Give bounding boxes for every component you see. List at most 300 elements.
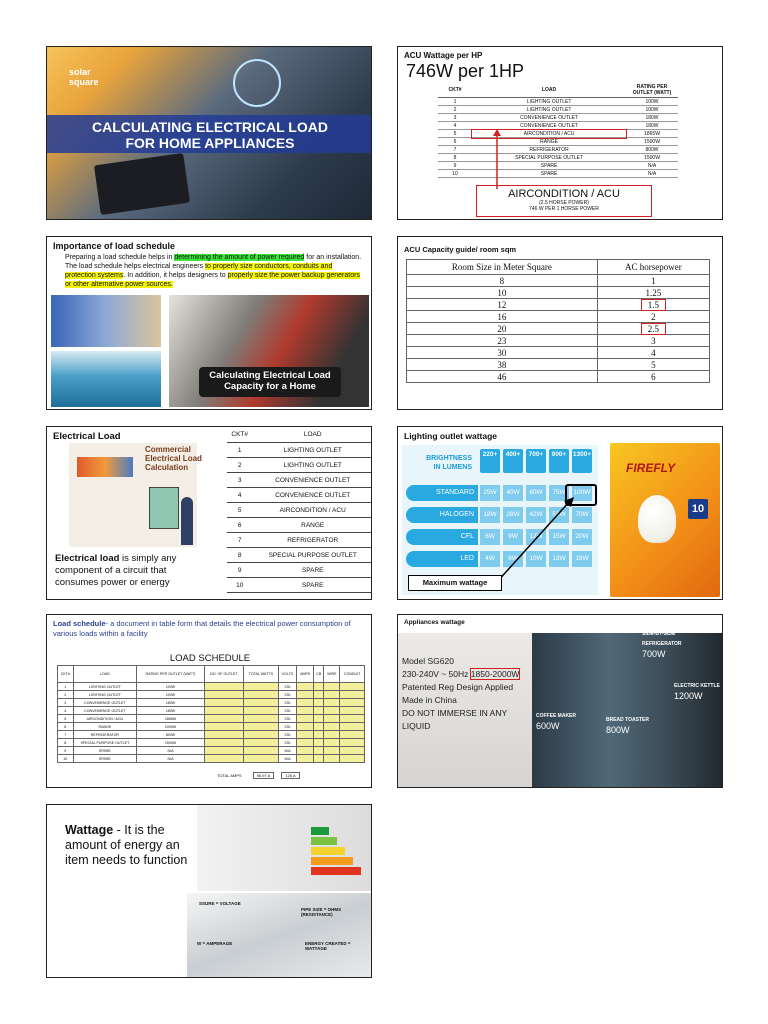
title-text: - a document in table form that details the electrical power consumption of various loads within a facility bbox=[53, 619, 351, 638]
table-cell bbox=[204, 707, 243, 715]
table-row bbox=[227, 563, 372, 578]
column-header: CB bbox=[314, 666, 324, 683]
total-amps: 96.97 A bbox=[253, 772, 275, 779]
table-cell: 38 bbox=[407, 359, 598, 371]
column-header: LOAD bbox=[73, 666, 137, 683]
table-row bbox=[438, 130, 678, 138]
table-cell bbox=[340, 683, 365, 691]
col-ckt: CKT# bbox=[438, 83, 472, 98]
table-row bbox=[438, 146, 678, 154]
wattage-value: 10W bbox=[526, 551, 546, 567]
energy-bars bbox=[311, 827, 361, 875]
column-header: NO. OF OUTLET bbox=[204, 666, 243, 683]
table-row bbox=[438, 162, 678, 170]
table-cell: 5 bbox=[227, 503, 252, 518]
table-cell: CONVENIENCE OUTLET bbox=[73, 699, 137, 707]
table-cell bbox=[243, 683, 278, 691]
column-header: TOTAL WATTS bbox=[243, 666, 278, 683]
table-cell bbox=[314, 715, 324, 723]
slide-acu-capacity bbox=[397, 236, 723, 410]
table-cell bbox=[297, 715, 314, 723]
slide-load-schedule bbox=[46, 614, 372, 788]
bulb-icon bbox=[233, 59, 281, 107]
table-row bbox=[58, 691, 365, 699]
table-cell: 5 bbox=[58, 715, 74, 723]
wattage-value: 4W bbox=[480, 551, 500, 567]
table-cell: 1500W bbox=[626, 154, 678, 162]
slide-title: Importance of load schedule bbox=[53, 241, 176, 251]
wattage-value: 60W bbox=[526, 485, 546, 501]
circuit-table bbox=[227, 427, 372, 593]
caption-box: Calculating Electrical Load Capacity for a Home bbox=[199, 367, 341, 397]
wattage-value: 9W bbox=[503, 529, 523, 545]
table-cell: 4 bbox=[597, 347, 709, 359]
table-row bbox=[58, 707, 365, 715]
slide-heading-line1: CALCULATING ELECTRICAL LOAD bbox=[92, 119, 328, 135]
table-cell bbox=[204, 691, 243, 699]
table-cell: 1865W bbox=[137, 715, 205, 723]
table-cell bbox=[324, 731, 340, 739]
table-cell bbox=[314, 699, 324, 707]
table-cell bbox=[597, 323, 709, 335]
table-cell bbox=[243, 707, 278, 715]
table-cell: 2 bbox=[597, 311, 709, 323]
wattage-value: 18W bbox=[572, 551, 592, 567]
table-row bbox=[227, 533, 372, 548]
table-cell bbox=[297, 707, 314, 715]
table-cell: 1 bbox=[438, 98, 472, 106]
lumen-badge: 220+ bbox=[480, 449, 500, 473]
table-cell: SPECIAL PURPOSE OUTLET bbox=[472, 154, 626, 162]
table-cell: AIRCONDITION / ACU bbox=[73, 715, 137, 723]
wattage-value: 28W bbox=[503, 507, 523, 523]
table-row bbox=[227, 488, 372, 503]
slide-heading-line2: FOR HOME APPLIANCES bbox=[125, 135, 295, 151]
table-cell: 100W bbox=[626, 106, 678, 114]
table-cell: N/A bbox=[626, 170, 678, 178]
table-cell: RANGE bbox=[252, 518, 372, 533]
table-cell bbox=[243, 715, 278, 723]
table-cell: 800W bbox=[137, 731, 205, 739]
slide-title: ACU Wattage per HP bbox=[404, 51, 483, 60]
table-cell: LIGHTING OUTLET bbox=[472, 98, 626, 106]
table-cell: N/A bbox=[278, 755, 297, 763]
big-heading: 746W per 1HP bbox=[406, 61, 525, 81]
table-row bbox=[407, 347, 710, 359]
table-row bbox=[407, 275, 710, 287]
label-line: DO NOT IMMERSE IN ANY LIQUID bbox=[402, 708, 508, 731]
label-line: 230-240V ~ 50Hz 1850-2000W bbox=[402, 669, 520, 679]
table-cell: SPARE bbox=[252, 563, 372, 578]
table-cell: LIGHTING OUTLET bbox=[252, 458, 372, 473]
wattage-value: 13W bbox=[549, 551, 569, 567]
table-cell bbox=[314, 731, 324, 739]
table-cell: SPARE bbox=[472, 170, 626, 178]
table-cell bbox=[340, 715, 365, 723]
table-cell: 9 bbox=[58, 747, 74, 755]
table-cell: 800W bbox=[626, 146, 678, 154]
table-cell: CONVENIENCE OUTLET bbox=[472, 114, 626, 122]
table-cell: 100W bbox=[626, 98, 678, 106]
table-cell bbox=[204, 715, 243, 723]
table-cell: LIGHTING OUTLET bbox=[472, 106, 626, 114]
column-header: VOLTS bbox=[278, 666, 297, 683]
wattage-term: Wattage bbox=[65, 823, 114, 837]
table-cell: N/A bbox=[278, 747, 297, 755]
table-cell: 230 bbox=[278, 731, 297, 739]
table-cell: 2 bbox=[438, 106, 472, 114]
table-cell: 230 bbox=[278, 723, 297, 731]
electrician-image bbox=[51, 295, 161, 347]
table-row bbox=[58, 747, 365, 755]
table-cell bbox=[324, 699, 340, 707]
table-row bbox=[58, 715, 365, 723]
table-cell bbox=[324, 683, 340, 691]
bulb-image bbox=[638, 495, 676, 543]
label-text bbox=[402, 655, 530, 733]
lumen-badge: 1300+ bbox=[572, 449, 592, 473]
table-cell: 1 bbox=[227, 443, 252, 458]
table-cell: 6 bbox=[227, 518, 252, 533]
table-cell bbox=[340, 747, 365, 755]
table-row bbox=[58, 739, 365, 747]
table-row bbox=[438, 114, 678, 122]
appliance-wattage: 800W bbox=[606, 725, 630, 735]
table-cell: 10 bbox=[438, 170, 472, 178]
table-cell bbox=[243, 699, 278, 707]
table-cell: 1 bbox=[58, 683, 74, 691]
table-cell bbox=[243, 691, 278, 699]
table-row bbox=[227, 443, 372, 458]
table-cell: 8 bbox=[58, 739, 74, 747]
bulb-type-label: STANDARD bbox=[406, 485, 478, 501]
table-cell: 7 bbox=[438, 146, 472, 154]
table-row bbox=[58, 731, 365, 739]
table-cell: SPARE bbox=[252, 578, 372, 593]
highlight-text: determining the amount of power required bbox=[174, 254, 305, 261]
table-cell: 5 bbox=[597, 359, 709, 371]
total-cb: 125 A bbox=[281, 772, 299, 779]
wattage-value: 18W bbox=[480, 507, 500, 523]
table-cell bbox=[314, 739, 324, 747]
wattage-value: 40W bbox=[503, 485, 523, 501]
table-cell: LIGHTING OUTLET bbox=[252, 443, 372, 458]
table-cell: N/A bbox=[137, 755, 205, 763]
table-cell bbox=[324, 747, 340, 755]
para-text: Preparing a load schedule helps in bbox=[65, 254, 175, 261]
column-header: WIRE bbox=[324, 666, 340, 683]
generator-image bbox=[51, 351, 161, 407]
lumen-badge: 400+ bbox=[503, 449, 523, 473]
table-cell: 1.25 bbox=[597, 287, 709, 299]
watt-range: 1850-2000W bbox=[470, 669, 520, 679]
table-cell: CONVENIENCE OUTLET bbox=[472, 122, 626, 130]
wattage-value: 6W bbox=[480, 529, 500, 545]
bulb-type-label: LED bbox=[406, 551, 478, 567]
solar-square-logo: solar square bbox=[69, 67, 99, 87]
table-cell bbox=[314, 691, 324, 699]
highlighted-value: 2.5 bbox=[642, 324, 665, 334]
table-cell: 12 bbox=[407, 299, 598, 311]
highlighted-value: 1.5 bbox=[642, 300, 665, 310]
table-cell: 180W bbox=[137, 707, 205, 715]
wattage-definition bbox=[65, 823, 195, 868]
table-cell bbox=[297, 691, 314, 699]
table-cell bbox=[204, 739, 243, 747]
load-table bbox=[438, 83, 678, 178]
table-cell: 100W bbox=[137, 683, 205, 691]
bulb-type-label: HALOGEN bbox=[406, 507, 478, 523]
label-line: Patented Reg Design Applied bbox=[402, 682, 514, 692]
table-cell: 1000W bbox=[137, 723, 205, 731]
col-ckt: CKT# bbox=[227, 427, 252, 443]
table-cell: 20 bbox=[407, 323, 598, 335]
bulb-type-label: CFL bbox=[406, 529, 478, 545]
load-definition bbox=[55, 553, 205, 589]
table-row bbox=[407, 323, 710, 335]
table-cell: 7 bbox=[58, 731, 74, 739]
appliance-label bbox=[642, 629, 712, 659]
table-cell bbox=[324, 723, 340, 731]
highlight-text: to properly size conductors, conduits and protection systems bbox=[65, 263, 333, 279]
table-cell bbox=[340, 691, 365, 699]
title-term: Load schedule bbox=[53, 619, 106, 628]
table-row bbox=[438, 138, 678, 146]
table-row bbox=[227, 548, 372, 563]
table-cell bbox=[324, 707, 340, 715]
lumen-badge: 700+ bbox=[526, 449, 546, 473]
table-cell: N/A bbox=[137, 747, 205, 755]
table-cell: 230 bbox=[278, 739, 297, 747]
lumen-badge: 900+ bbox=[549, 449, 569, 473]
slide-acu-wattage bbox=[397, 46, 723, 220]
table-cell: 46 bbox=[407, 371, 598, 383]
table-cell bbox=[297, 699, 314, 707]
table-cell: REFRIGERATOR bbox=[472, 146, 626, 154]
table-cell: LIGHTING OUTLET bbox=[73, 683, 137, 691]
table-cell: CONVENIENCE OUTLET bbox=[73, 707, 137, 715]
table-cell: SPECIAL PURPOSE OUTLET bbox=[73, 739, 137, 747]
table-cell: 2 bbox=[58, 691, 74, 699]
table-cell bbox=[314, 723, 324, 731]
table-cell: 9 bbox=[227, 563, 252, 578]
table-cell bbox=[243, 723, 278, 731]
table-row bbox=[227, 458, 372, 473]
callout-title: AIRCONDITION / ACU bbox=[508, 188, 620, 200]
table-cell: SPARE bbox=[472, 162, 626, 170]
table-cell: 230 bbox=[278, 715, 297, 723]
appliance-label bbox=[606, 715, 676, 735]
table-cell: SPARE bbox=[73, 747, 137, 755]
callout-line2: 746 W PER 1 HORSE POWER bbox=[529, 206, 599, 212]
col-room-size: Room Size in Meter Square bbox=[407, 260, 598, 275]
table-cell bbox=[314, 683, 324, 691]
table-cell: AIRCONDITION / ACU bbox=[472, 130, 626, 138]
table-cell bbox=[297, 731, 314, 739]
appliance-wattage: 700W bbox=[642, 649, 666, 659]
table-cell: 3 bbox=[58, 699, 74, 707]
table-cell: REFRIGERATOR bbox=[252, 533, 372, 548]
table-cell bbox=[340, 707, 365, 715]
table-cell: 1500W bbox=[137, 739, 205, 747]
table-cell bbox=[297, 739, 314, 747]
appliance-name: SIDE-BY-SIDE REFRIGERATOR bbox=[642, 631, 682, 647]
wattage-value: 75W bbox=[549, 485, 569, 501]
column-header: CONDUIT bbox=[340, 666, 365, 683]
table-cell: 7 bbox=[227, 533, 252, 548]
table-cell: N/A bbox=[626, 162, 678, 170]
table-cell: 10 bbox=[407, 287, 598, 299]
wattage-value: 20W bbox=[572, 529, 592, 545]
wattage-value: 6W bbox=[503, 551, 523, 567]
col-horsepower: AC horsepower bbox=[597, 260, 709, 275]
table-cell bbox=[324, 739, 340, 747]
table-cell bbox=[340, 731, 365, 739]
appliance-name: BREAD TOASTER bbox=[606, 717, 649, 723]
column-header: CKT# bbox=[58, 666, 74, 683]
table-cell: 180W bbox=[626, 122, 678, 130]
table-row bbox=[227, 473, 372, 488]
para-text: for an installation. The load schedule helps electrical engineers bbox=[65, 254, 362, 270]
table-cell bbox=[340, 699, 365, 707]
slide-title: Lighting outlet wattage bbox=[404, 431, 498, 441]
wattage-value: 53W bbox=[549, 507, 569, 523]
table-cell bbox=[204, 755, 243, 763]
watt-badge: 10 bbox=[688, 499, 708, 519]
table-cell: LIGHTING OUTLET bbox=[73, 691, 137, 699]
table-row bbox=[407, 371, 710, 383]
pipe-label-pressure: SSURE = VOLTAGE bbox=[199, 901, 241, 906]
table-cell bbox=[297, 755, 314, 763]
table-cell bbox=[204, 747, 243, 755]
appliance-name: ELECTRIC KETTLE bbox=[674, 683, 720, 689]
table-cell: 16 bbox=[407, 311, 598, 323]
table-cell: CONVENIENCE OUTLET bbox=[252, 473, 372, 488]
total-label: TOTAL AMPS bbox=[217, 773, 242, 778]
table-row bbox=[407, 359, 710, 371]
table-cell: 230 bbox=[278, 699, 297, 707]
slide-electrical-load bbox=[46, 426, 372, 600]
table-cell: RANGE bbox=[73, 723, 137, 731]
table-row bbox=[438, 170, 678, 178]
table-cell: SPECIAL PURPOSE OUTLET bbox=[252, 548, 372, 563]
table-cell: 1 bbox=[597, 275, 709, 287]
label-line: Made in China bbox=[402, 695, 457, 705]
table-cell bbox=[597, 299, 709, 311]
table-row bbox=[407, 287, 710, 299]
label-line: Model SG620 bbox=[402, 656, 454, 666]
slide-title: Appliances wattage bbox=[404, 619, 465, 626]
table-row bbox=[438, 154, 678, 162]
table-cell bbox=[314, 747, 324, 755]
table-cell: 30 bbox=[407, 347, 598, 359]
slide-title: ACU Capacity guide/ room sqm bbox=[404, 245, 517, 254]
table-cell: 8 bbox=[407, 275, 598, 287]
appliance-wattage: 600W bbox=[536, 721, 560, 731]
table-cell bbox=[204, 683, 243, 691]
table-row bbox=[58, 699, 365, 707]
firefly-logo: FIREFLY bbox=[626, 461, 676, 475]
table-cell: 9 bbox=[438, 162, 472, 170]
wattage-text: - It is the amount of energy an item needs to function bbox=[65, 823, 188, 867]
total-row bbox=[217, 773, 300, 778]
table-cell bbox=[340, 723, 365, 731]
table-cell: 180W bbox=[626, 114, 678, 122]
slide-importance bbox=[46, 236, 372, 410]
table-cell: 3 bbox=[438, 114, 472, 122]
table-row bbox=[438, 106, 678, 114]
appliance-wattage: 1200W bbox=[674, 691, 703, 701]
callout-line1: (2.5 HORSE POWER) bbox=[539, 200, 589, 206]
table-cell: CONVENIENCE OUTLET bbox=[252, 488, 372, 503]
table-cell: 1865W bbox=[626, 130, 678, 138]
max-wattage-callout: Maximum wattage bbox=[408, 575, 502, 591]
table-cell: 230 bbox=[278, 707, 297, 715]
column-header: AMPS bbox=[297, 666, 314, 683]
slide-calculating-load bbox=[46, 46, 372, 220]
wattage-value: 100W bbox=[572, 485, 592, 501]
capacity-table bbox=[406, 259, 710, 383]
table-cell bbox=[324, 715, 340, 723]
table-cell bbox=[243, 747, 278, 755]
person-icon bbox=[181, 497, 193, 545]
calculator-icon bbox=[149, 487, 179, 529]
table-cell: 4 bbox=[438, 122, 472, 130]
slide-wattage bbox=[46, 804, 372, 978]
table-cell: 2 bbox=[227, 458, 252, 473]
table-cell bbox=[243, 731, 278, 739]
table-cell: 10 bbox=[58, 755, 74, 763]
wattage-value: 42W bbox=[526, 507, 546, 523]
table-row bbox=[407, 299, 710, 311]
pipe-label-amperage: W = AMPERAGE bbox=[197, 941, 233, 946]
table-row bbox=[58, 755, 365, 763]
table-row bbox=[58, 723, 365, 731]
wattage-value: 70W bbox=[572, 507, 592, 523]
acu-callout bbox=[476, 185, 652, 217]
appliance-name: COFFEE MAKER bbox=[536, 713, 576, 719]
table-row bbox=[227, 503, 372, 518]
image-title: Commercial Electrical Load Calculation bbox=[145, 445, 202, 472]
table-row bbox=[438, 122, 678, 130]
table-cell bbox=[243, 755, 278, 763]
table-cell: 8 bbox=[438, 154, 472, 162]
table-cell: 4 bbox=[227, 488, 252, 503]
table-cell bbox=[297, 723, 314, 731]
table-cell bbox=[297, 747, 314, 755]
col-load: LOAD bbox=[472, 83, 626, 98]
pipe-label-wattage: ENERGY CREATED = WATTAGE bbox=[305, 941, 351, 951]
table-cell bbox=[324, 755, 340, 763]
table-cell: SPARE bbox=[73, 755, 137, 763]
brightness-label-1: BRIGHTNESS bbox=[426, 455, 472, 462]
table-cell bbox=[204, 723, 243, 731]
table-cell: 3 bbox=[597, 335, 709, 347]
table-row bbox=[227, 578, 372, 593]
slide-lighting-wattage bbox=[397, 426, 723, 600]
table-row bbox=[227, 518, 372, 533]
house-icon bbox=[77, 457, 133, 477]
table-cell bbox=[324, 691, 340, 699]
table-cell bbox=[204, 699, 243, 707]
definition-text: is simply any component of a circuit that consumes power or energy bbox=[55, 553, 177, 588]
table-cell: 6 bbox=[438, 138, 472, 146]
table-row bbox=[407, 311, 710, 323]
col-rating: RATING PER OUTLET (WATT) bbox=[626, 83, 678, 98]
highlight-text: properly size the power backup generators or other alternative power sources. bbox=[65, 272, 360, 288]
table-row bbox=[407, 335, 710, 347]
col-load: LOAD bbox=[252, 427, 372, 443]
